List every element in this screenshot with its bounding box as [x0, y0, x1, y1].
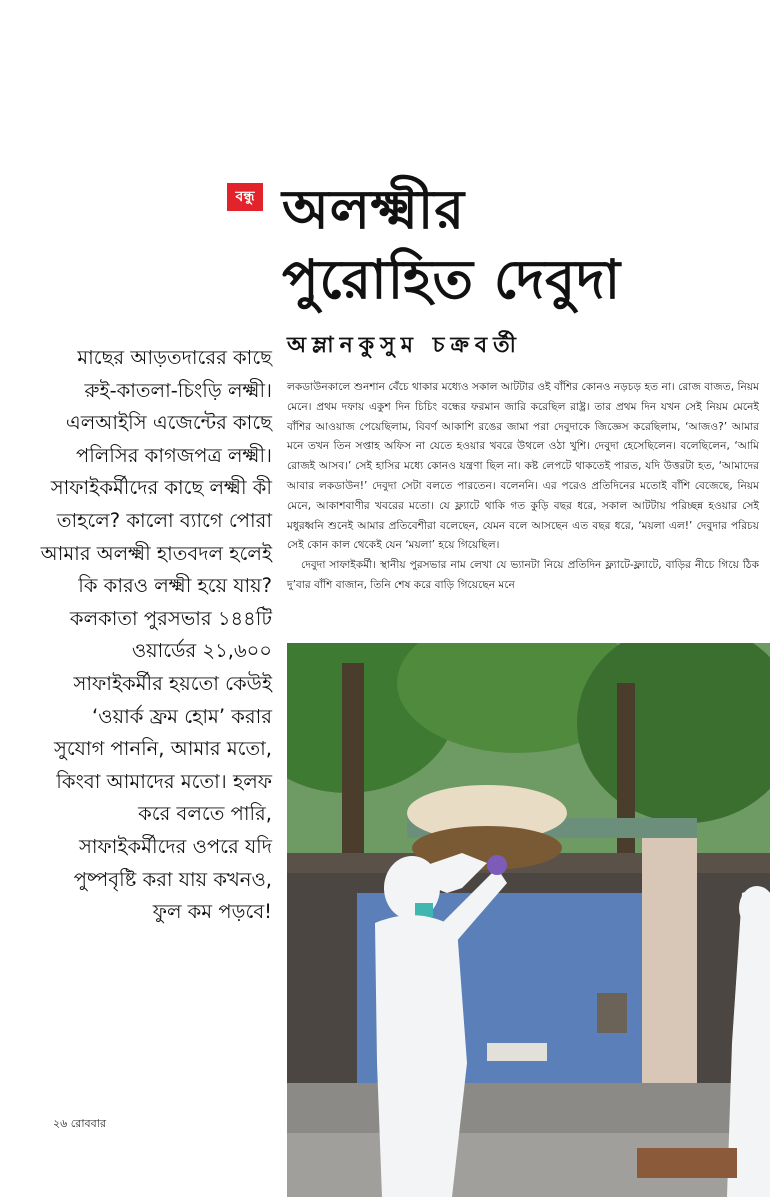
article-photo: [287, 643, 770, 1197]
pull-quote: মাছের আড়তদারের কাছে রুই-কাতলা-চিংড়ি লক্ষ্মী। এলআইসি এজেন্টের কাছে পলিসির কাগজপত্র লক্ষ্মী। সাফাইকর্মীদের কাছে লক্ষ্মী কী তাহলে? কালো ব্যাগে পোরা আমার অলক্ষ্মী হাতবদল হলেই কি কারও লক্ষ্মী হয়ে যায়? কলকাতা পুরসভার ১৪৪টি ওয়ার্ডের ২১,৬০০ সাফাইকর্মীর হয়তো কেউই ‘ওয়ার্ক ফ্রম হোম’ করার সুযোগ পাননি, আমার মতো, কিংবা আমাদের মতো। হলফ করে বলতে পারি, সাফাইকর্মীদের ওপরে যদি পুষ্পবৃষ্টি করা যায় কখনও, ফুল কম পড়বে!: [40, 346, 272, 924]
page-folio: ২৬ রোববার: [53, 1117, 106, 1130]
article-body: [287, 378, 759, 596]
headline-line-2: পুরোহিত দেবুদা: [282, 247, 622, 311]
headline-line-1: অলক্ষ্মীর: [282, 177, 466, 241]
body-paragraph-2: দেবুদা সাফাইকর্মী। স্থানীয় পুরসভার নাম লেখা যে ভ্যানটা নিয়ে প্রতিদিন ফ্ল্যাটে-ফ্ল্যাটে, বাড়ির নীচে গিয়ে ঠিক দু’বার বাঁশি বাজান, তিনি শেষ করে বাড়ি গিয়েছেন মনে: [287, 559, 759, 591]
byline: অম্লানকুসুম চক্রবর্তী: [287, 333, 522, 358]
body-paragraph-1: লকডাউনকালে শুনশান বেঁচে থাকার মধ্যেও সকাল আটটার ওই বাঁশির কোনও নড়চড় হত না। রোজ বাজত, নিয়ম মেনে। প্রথম দফায় একুশ দিন চিচিং বন্ধের ফরমান জারি করেছিল রাষ্ট্র। তার প্রথম দিন যখন সেই নিয়ম মেনেই বাঁশির আওয়াজ পেয়েছিলাম, বিবর্ণ আকাশি রঙের জামা পরা দেবুদাকে জিজ্ঞেস করেছিলাম, ‘আজও?’ আমার মনে তখন তিন সপ্তাহ অফিস না যেতে হওয়ার খবরে উথলে ওঠা খুশি। দেবুদা হেসেছিলেন। বলেছিলেন, ‘আমি রোজই আসব।’ সেই হাসির মধ্যে কোনও যন্ত্রণা ছিল না। কষ্ট লেপটে থাকতেই পারত, যদি উত্তরটা হত, ‘আমাদের আবার লকডাউন!’ দেবুদা সেটা বলতে পারতেন। বলেননি। এর পরেও প্রতিদিনের মতোই বাঁশি বেজেছে, নিয়ম মেনে, আকাশবাণীর খবরের মতো। যে ফ্ল্যাটে থাকি গত কুড়ি বছর ধরে, সকাল আটটায় পরিচ্ছন্ন হওয়ার সেই মধুরধ্বনি শুনেই আমার প্রতিবেশীরা বলেছেন, যেমন বলে আসছেন এত বছর ধরে, ‘ময়লা এল!’ দেবুদার পরিচয় সেই কোন কাল থেকেই যেন ‘ময়লা’ হয়ে গিয়েছিল।: [287, 381, 759, 552]
section-tag: বন্ধু: [227, 183, 263, 211]
sanitation-worker-photo: [287, 643, 770, 1197]
